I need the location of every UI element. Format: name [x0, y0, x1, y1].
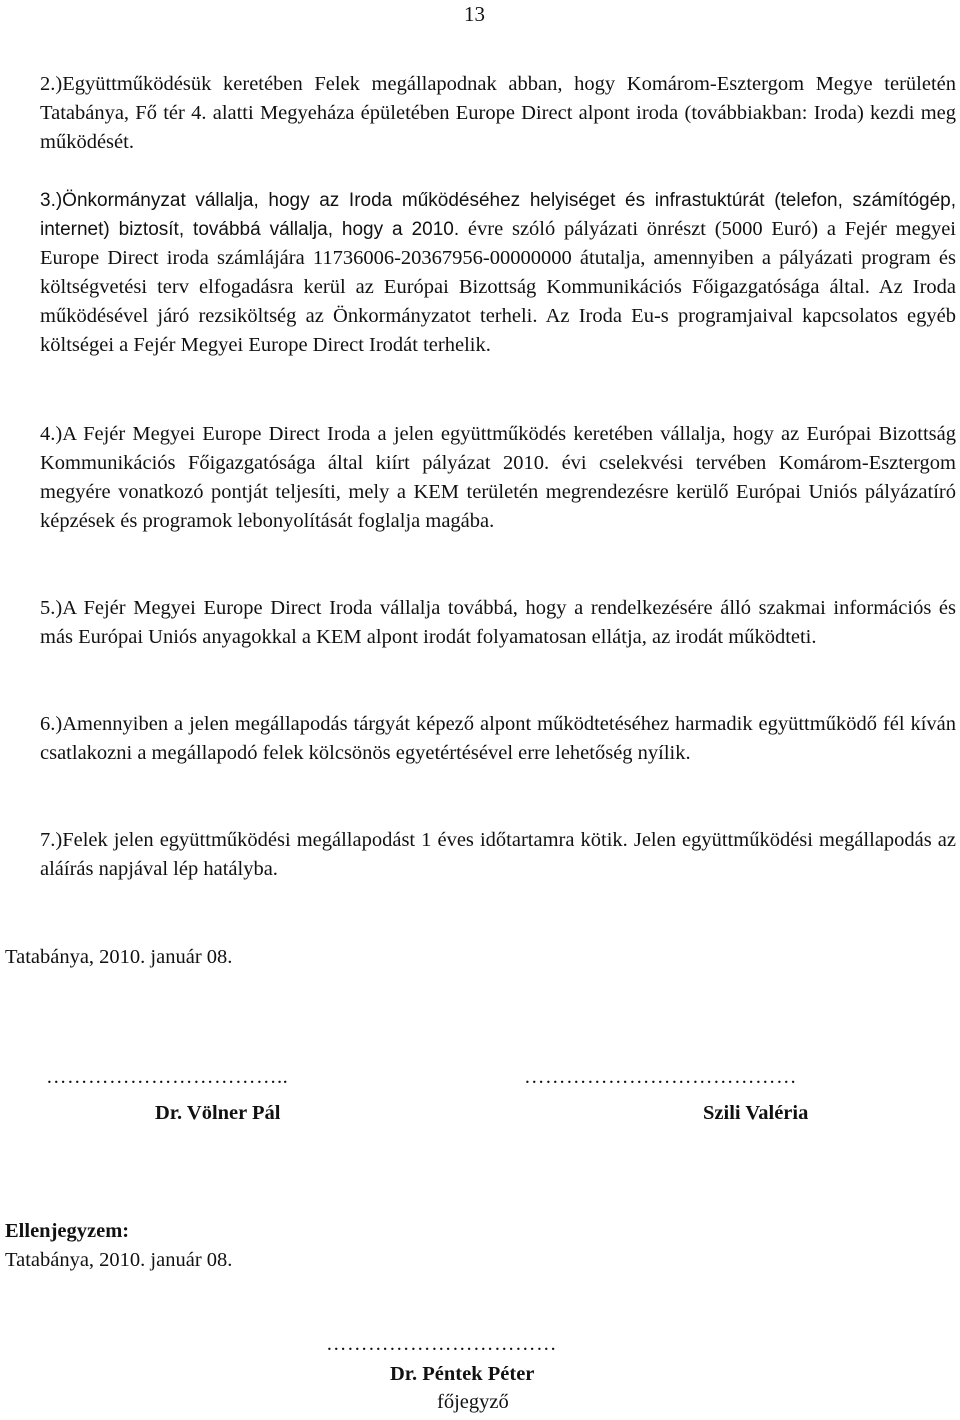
countersign-place-date: Tatabánya, 2010. január 08.: [5, 1249, 233, 1271]
signatory-left-name: Dr. Völner Pál: [155, 1102, 281, 1124]
countersign-title: főjegyző: [437, 1391, 509, 1413]
countersign-signature-line: ……………………………: [326, 1333, 557, 1355]
paragraph-3-part-a: 3.)Önkormányzat vállalja, hogy az Iroda működéséhez helyiséget és infrastuktúrát (telefon, számítógép, internet) biztosít, továbbá vállalja, hogy a 2010.: [40, 190, 956, 240]
place-date: Tatabánya, 2010. január 08.: [5, 946, 233, 968]
signatory-right-name: Szili Valéria: [703, 1102, 809, 1124]
signature-line-left: ……………………………..: [46, 1066, 289, 1088]
paragraph-2: 2.)Együttműködésük keretében Felek megállapodnak abban, hogy Komárom-Esztergom Megye területén Tatabánya, Fő tér 4. alatti Megyeháza épületében Europe Direct alpont iroda (továbbiakban: Iroda) kezdi meg működését.: [40, 73, 956, 153]
countersign-name: Dr. Péntek Péter: [390, 1363, 535, 1385]
paragraph-6: 6.)Amennyiben a jelen megállapodás tárgyát képező alpont működtetéséhez harmadik együttműködő fél kíván csatlakozni a megállapodó felek kölcsönös egyetértésével erre lehetőség nyílik.: [40, 713, 956, 764]
paragraph-3-part-c: Az Iroda működésével járó rezsiköltség az Önkormányzatot terheli. Az Iroda Eu-s programjaival kapcsolatos egyéb költségei a Fejér Megyei Europe Direct Irodát terhelik.: [40, 276, 956, 356]
paragraph-3-part-b: évre szóló pályázati önrészt (5000 Euró) a Fejér megyei Europe Direct iroda számlájára 11736006-20367956-00000000 átutalja, amennyiben a pályázati program és költségvetési terv elfogadásra kerül az Európai Bizottság Kommunikációs Főigazgatósága által.: [40, 218, 957, 298]
signature-line-right: …………………………………: [524, 1066, 797, 1088]
page-number: 13: [464, 2, 485, 26]
paragraph-7: 7.)Felek jelen együttműködési megállapodást 1 éves időtartamra kötik. Jelen együttműködési megállapodás az aláírás napjával lép hatályba.: [40, 829, 956, 880]
countersign-label: Ellenjegyzem:: [5, 1220, 130, 1242]
paragraph-3: [40, 186, 956, 360]
paragraph-5: 5.)A Fejér Megyei Europe Direct Iroda vállalja továbbá, hogy a rendelkezésére álló szakmai információs és más Európai Uniós anyagokkal a KEM alpont irodát folyamatosan ellátja, az irodát működteti.: [40, 597, 956, 648]
paragraph-4: 4.)A Fejér Megyei Europe Direct Iroda a jelen együttműködés keretében vállalja, hogy az Európai Bizottság Kommunikációs Főigazgatósága által kiírt pályázat 2010. évi cselekvési tervében Komárom-Esztergom megyére vonatkozó pontját teljesíti, mely a KEM területén megrendezésre kerülő Európai Uniós pályázatíró képzések és programok lebonyolítását foglalja magába.: [40, 423, 956, 532]
